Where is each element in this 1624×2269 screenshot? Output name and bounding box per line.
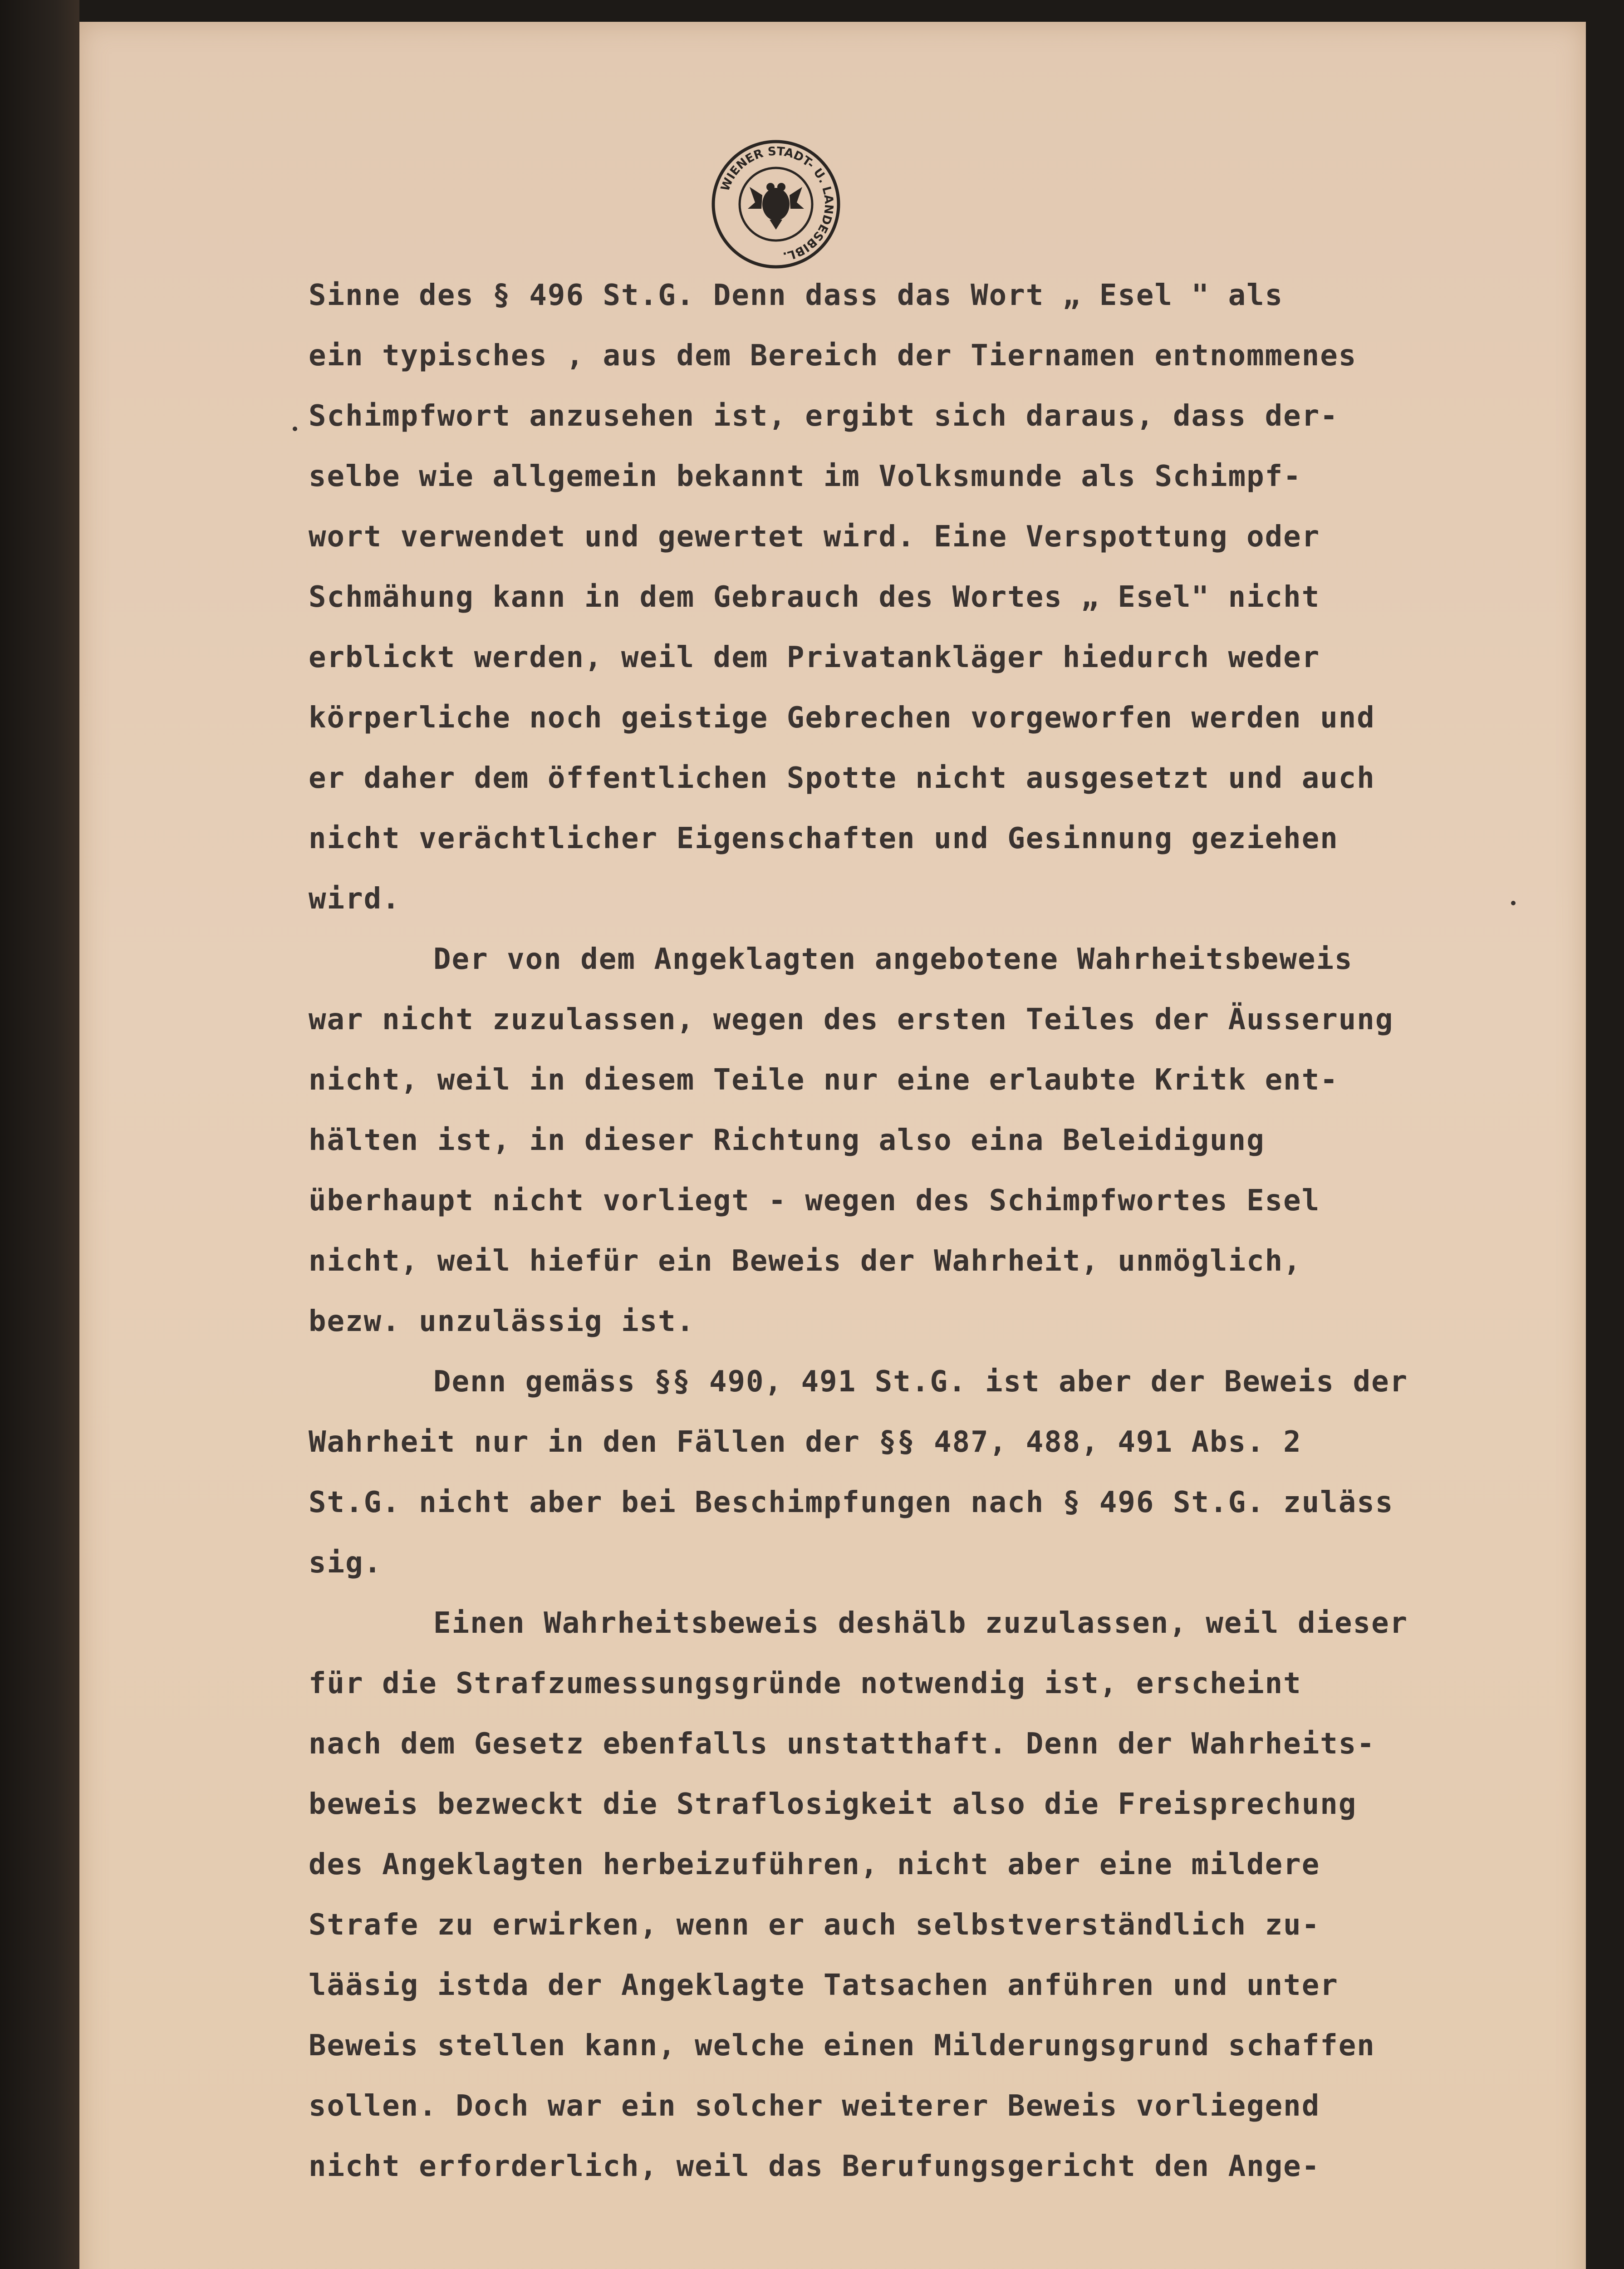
text-line: selbe wie allgemein bekannt im Volksmunde als Schimpf- xyxy=(309,460,1302,493)
text-line: erblickt werden, weil dem Privatankläger hiedurch weder xyxy=(309,641,1320,674)
text-line: des Angeklagten herbeizuführen, nicht aber eine mildere xyxy=(309,1848,1320,1881)
library-stamp xyxy=(708,136,844,272)
text-line: war nicht zuzulassen, wegen des ersten Teiles der Äusserung xyxy=(309,1003,1394,1036)
document-body xyxy=(309,265,1570,2197)
text-line: überhaupt nicht vorliegt - wegen des Schimpfwortes Esel xyxy=(309,1184,1320,1218)
text-line: nicht, weil hiefür ein Beweis der Wahrheit, unmöglich, xyxy=(309,1244,1302,1278)
text-line: sollen. Doch war ein solcher weiterer Beweis vorliegend xyxy=(309,2089,1320,2123)
text-line: nicht, weil in diesem Teile nur eine erlaubte Kritk ent- xyxy=(309,1063,1339,1097)
text-line: Beweis stellen kann, welche einen Milderungsgrund schaffen xyxy=(309,2029,1375,2063)
text-line: er daher dem öffentlichen Spotte nicht ausgesetzt und auch xyxy=(309,761,1375,795)
stamp-text: WIENER STADT- U. LANDESBIBL. xyxy=(718,144,836,263)
text-line: Der von dem Angeklagten angebotene Wahrheitsbeweis xyxy=(433,943,1353,976)
text-line: für die Strafzumessungsgründe notwendig ist, erscheint xyxy=(309,1667,1302,1700)
eagle-emblem-icon xyxy=(748,183,804,230)
ink-speck xyxy=(1511,901,1516,905)
text-line: wird. xyxy=(309,882,401,916)
text-line: hälten ist, in dieser Richtung also eina Beleidigung xyxy=(309,1124,1265,1157)
text-line: nach dem Gesetz ebenfalls unstatthaft. Denn der Wahrheits- xyxy=(309,1727,1375,1761)
text-line: Einen Wahrheitsbeweis deshälb zuzulassen, weil dieser xyxy=(433,1606,1408,1640)
text-line: beweis bezweckt die Straflosigkeit also die Freisprechung xyxy=(309,1788,1357,1821)
text-line: Schmähung kann in dem Gebrauch des Wortes „ Esel" nicht xyxy=(309,580,1320,614)
binding-strip xyxy=(0,0,79,2269)
text-line: nicht verächtlicher Eigenschaften und Gesinnung geziehen xyxy=(309,822,1339,855)
text-line: bezw. unzulässig ist. xyxy=(309,1305,695,1338)
text-line: nicht erforderlich, weil das Berufungsgericht den Ange- xyxy=(309,2150,1320,2183)
text-line: Schimpfwort anzusehen ist, ergibt sich daraus, dass der- xyxy=(309,399,1339,433)
text-line: wort verwendet und gewertet wird. Eine Verspottung oder xyxy=(309,520,1320,554)
text-line: Denn gemäss §§ 490, 491 St.G. ist aber der Beweis der xyxy=(433,1365,1408,1399)
text-line: lääsig istda der Angeklagte Tatsachen anführen und unter xyxy=(309,1969,1339,2002)
stamp-seal-icon xyxy=(708,136,844,272)
text-line: sig. xyxy=(309,1546,383,1580)
text-line: körperliche noch geistige Gebrechen vorgeworfen werden und xyxy=(309,701,1375,735)
text-line: Strafe zu erwirken, wenn er auch selbstverständlich zu- xyxy=(309,1908,1320,1942)
text-line: ein typisches , aus dem Bereich der Tiernamen entnommenes xyxy=(309,339,1357,373)
ink-speck xyxy=(293,427,297,431)
text-line: Sinne des § 496 St.G. Denn dass das Wort „ Esel " als xyxy=(309,279,1284,312)
text-line: St.G. nicht aber bei Beschimpfungen nach § 496 St.G. zuläss xyxy=(309,1486,1394,1519)
text-line: Wahrheit nur in den Fällen der §§ 487, 488, 491 Abs. 2 xyxy=(309,1425,1302,1459)
